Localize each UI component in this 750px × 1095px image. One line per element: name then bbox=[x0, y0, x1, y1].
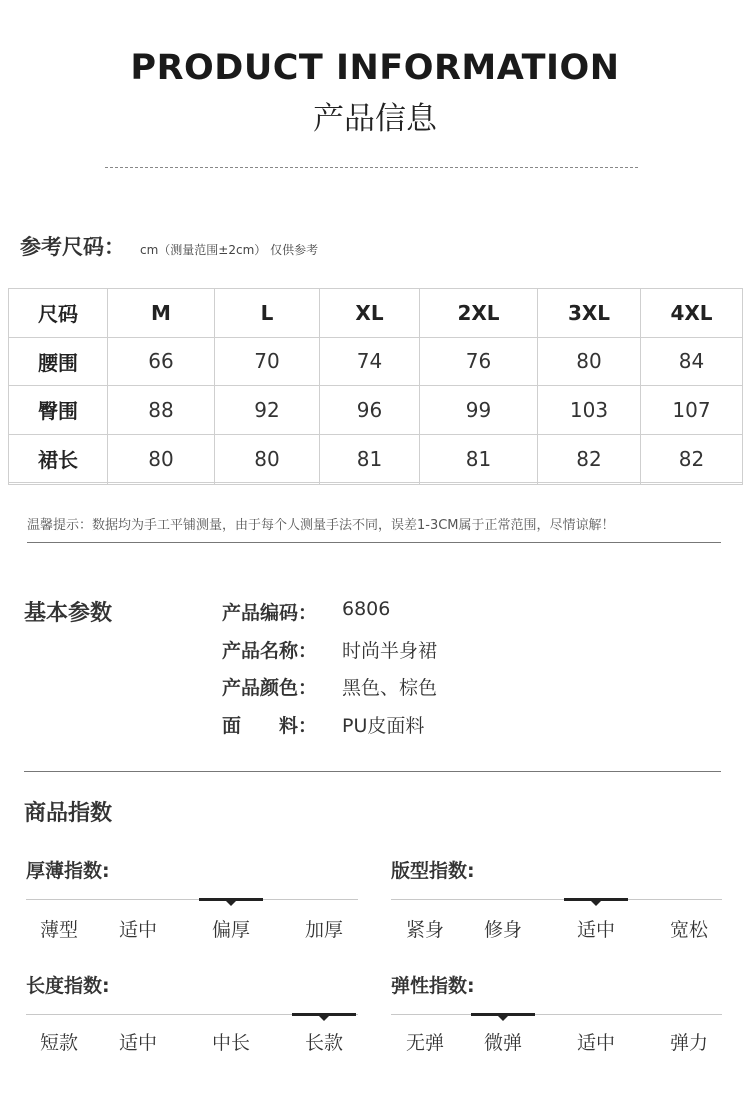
index-notch bbox=[226, 901, 236, 906]
table-cell: 81 bbox=[320, 434, 420, 483]
param-label: 产品名称： bbox=[222, 640, 318, 662]
size-table-header-row bbox=[9, 289, 743, 338]
index-option: 弹力 bbox=[669, 1032, 708, 1054]
param-label: 产品编码： bbox=[222, 602, 318, 624]
index-option: 适中 bbox=[118, 1032, 157, 1054]
size-table-header-cell: 3XL bbox=[538, 289, 641, 338]
table-cell bbox=[9, 483, 108, 485]
index-notch bbox=[498, 1016, 508, 1021]
table-cell: 80 bbox=[538, 337, 641, 386]
page-title-cn: 产品信息 bbox=[313, 101, 437, 137]
index-track bbox=[26, 899, 358, 900]
index-notch bbox=[591, 901, 601, 906]
size-table-header-cell: M bbox=[108, 289, 215, 338]
index-option: 适中 bbox=[118, 919, 157, 941]
table-cell: 80 bbox=[215, 434, 320, 483]
table-cell: 76 bbox=[420, 337, 538, 386]
param-label: 产品颜色： bbox=[222, 677, 318, 699]
page-title-en: PRODUCT INFORMATION bbox=[130, 48, 620, 88]
param-value: 时尚半身裙 bbox=[342, 640, 438, 662]
table-cell: 80 bbox=[108, 434, 215, 483]
table-row-label: 腰围 bbox=[9, 337, 108, 386]
size-reference-note: cm（测量范围±2cm） 仅供参考 bbox=[140, 243, 319, 257]
size-table bbox=[8, 288, 743, 485]
table-row-label: 臀围 bbox=[9, 386, 108, 435]
index-option: 宽松 bbox=[669, 919, 708, 941]
table-cell bbox=[320, 483, 420, 485]
measurement-tip: 温馨提示：数据均为手工平铺测量，由于每个人测量手法不同，误差1-3CM属于正常范围，尽情谅解！ bbox=[27, 518, 615, 533]
table-cell bbox=[108, 483, 215, 485]
size-table-header-cell: 尺码 bbox=[9, 289, 108, 338]
param-value: PU皮面料 bbox=[342, 715, 425, 737]
table-cell: 107 bbox=[641, 386, 743, 435]
table-cell: 99 bbox=[420, 386, 538, 435]
dashed-divider bbox=[105, 167, 638, 168]
index-notch bbox=[319, 1016, 329, 1021]
table-cell: 88 bbox=[108, 386, 215, 435]
table-cell bbox=[420, 483, 538, 485]
size-table-header-cell: 4XL bbox=[641, 289, 743, 338]
index-option: 长款 bbox=[304, 1032, 343, 1054]
table-cell: 81 bbox=[420, 434, 538, 483]
index-title: 版型指数: bbox=[391, 860, 475, 882]
size-table-header-cell: 2XL bbox=[420, 289, 538, 338]
divider bbox=[24, 771, 721, 772]
index-title: 厚薄指数: bbox=[26, 860, 110, 882]
table-row-empty bbox=[9, 483, 743, 485]
index-elasticity bbox=[391, 968, 722, 1058]
goods-index-title: 商品指数 bbox=[24, 801, 113, 826]
param-value: 黑色、棕色 bbox=[342, 677, 438, 699]
index-title: 长度指数: bbox=[26, 975, 110, 997]
index-option: 修身 bbox=[483, 919, 522, 941]
param-value: 6806 bbox=[342, 598, 391, 620]
table-cell: 66 bbox=[108, 337, 215, 386]
table-row bbox=[9, 386, 743, 435]
table-cell bbox=[641, 483, 743, 485]
table-cell: 74 bbox=[320, 337, 420, 386]
table-cell: 103 bbox=[538, 386, 641, 435]
param-label: 面 料： bbox=[222, 715, 318, 737]
basic-params-title: 基本参数 bbox=[24, 601, 113, 626]
table-row-label: 裙长 bbox=[9, 434, 108, 483]
table-cell: 70 bbox=[215, 337, 320, 386]
index-thickness bbox=[26, 853, 358, 943]
index-option: 紧身 bbox=[405, 919, 444, 941]
index-option: 无弹 bbox=[405, 1032, 444, 1054]
index-option: 短款 bbox=[39, 1032, 78, 1054]
index-title: 弹性指数: bbox=[391, 975, 475, 997]
index-option: 偏厚 bbox=[211, 919, 250, 941]
table-cell: 82 bbox=[538, 434, 641, 483]
index-option: 加厚 bbox=[304, 919, 343, 941]
table-cell: 92 bbox=[215, 386, 320, 435]
table-cell bbox=[215, 483, 320, 485]
index-track bbox=[391, 899, 722, 900]
index-track bbox=[391, 1014, 722, 1015]
table-cell bbox=[538, 483, 641, 485]
index-option: 微弹 bbox=[483, 1032, 522, 1054]
index-option: 适中 bbox=[576, 1032, 615, 1054]
table-row bbox=[9, 337, 743, 386]
table-cell: 84 bbox=[641, 337, 743, 386]
size-table-header-cell: XL bbox=[320, 289, 420, 338]
table-row bbox=[9, 434, 743, 483]
divider bbox=[27, 542, 721, 543]
size-table-header-cell: L bbox=[215, 289, 320, 338]
index-length bbox=[26, 968, 358, 1058]
table-cell: 82 bbox=[641, 434, 743, 483]
index-option: 薄型 bbox=[39, 919, 78, 941]
size-reference-title: 参考尺码： bbox=[20, 235, 125, 259]
index-fit bbox=[391, 853, 722, 943]
table-cell: 96 bbox=[320, 386, 420, 435]
index-option: 适中 bbox=[576, 919, 615, 941]
index-option: 中长 bbox=[211, 1032, 250, 1054]
